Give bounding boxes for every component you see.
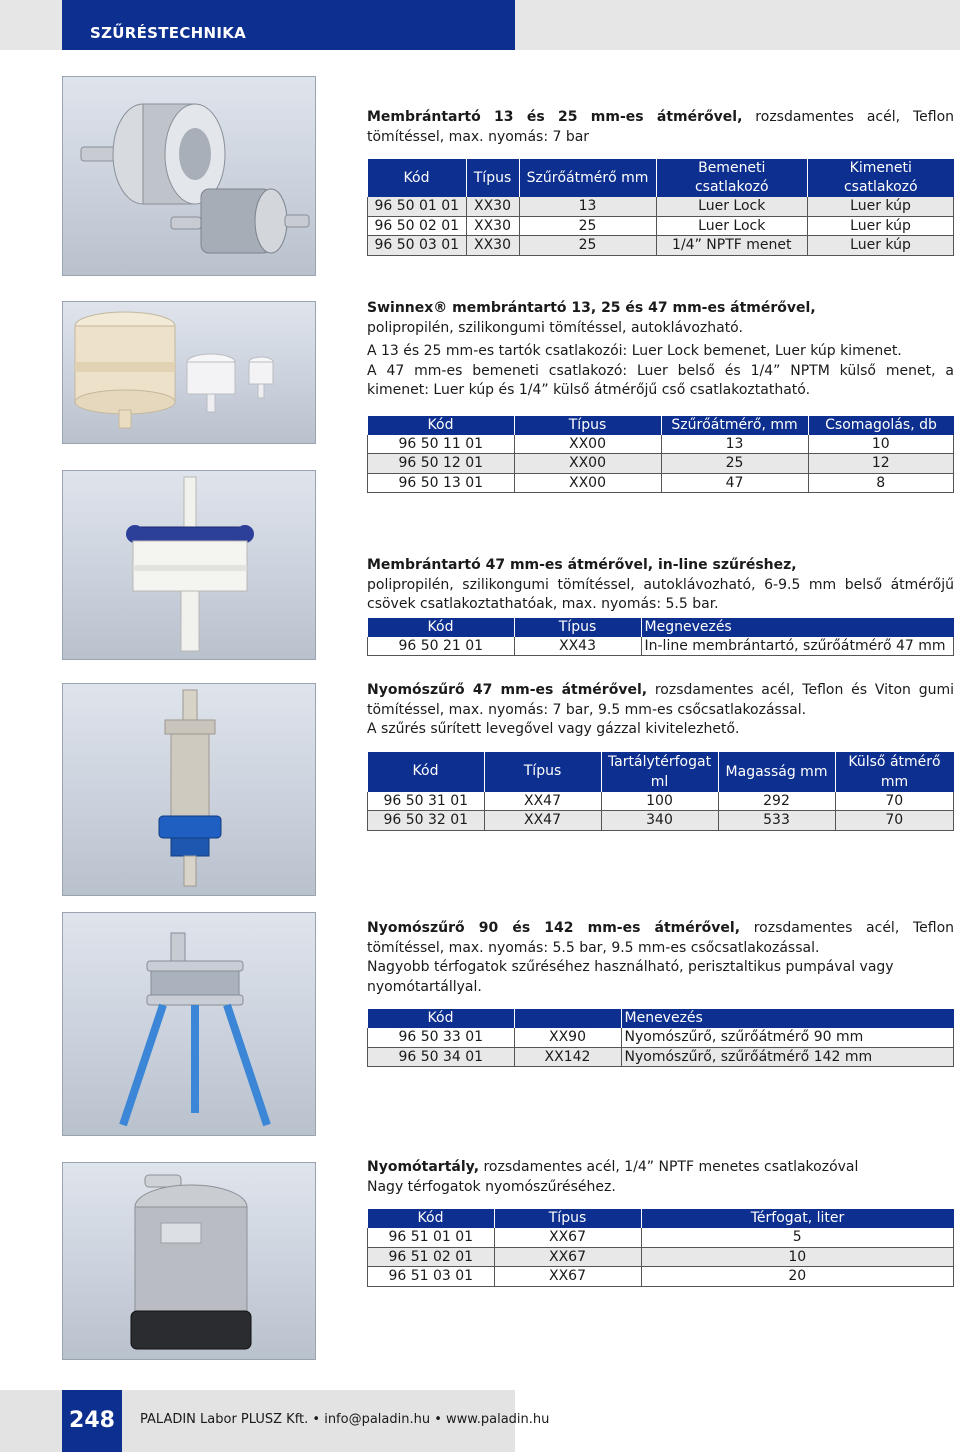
cell-diameter: 13 bbox=[661, 435, 808, 454]
section-text: A szűrés sűrített levegővel vagy gázzal kivitelezhető. bbox=[367, 721, 740, 737]
section-text: rozsdamentes acél, Teflon és Viton gumi tömítéssel, max. nyomás: 7 bar, 9.5 mm-es csőcsatlakozással. bbox=[367, 682, 954, 718]
cell-type: XX47 bbox=[484, 811, 601, 831]
cell-outlet: Luer kúp bbox=[808, 216, 954, 236]
cell-code: 96 50 02 01 bbox=[368, 216, 467, 236]
section-pressure-filter-90-142 bbox=[367, 919, 954, 1067]
cell-code: 96 50 12 01 bbox=[368, 454, 515, 474]
section-text: A 13 és 25 mm-es tartók csatlakozói: Luer Lock bemenet, Luer kúp kimenet. bbox=[367, 343, 902, 359]
section-description bbox=[367, 919, 954, 958]
cell-diameter: 47 bbox=[661, 473, 808, 493]
cell-inlet: Luer Lock bbox=[656, 197, 808, 216]
photo-pressure-filter-tripod bbox=[62, 912, 316, 1136]
col-header: Kód bbox=[368, 752, 485, 792]
col-header: Kód bbox=[368, 1209, 495, 1228]
cell-code: 96 50 01 01 bbox=[368, 197, 467, 216]
col-header: Típus bbox=[484, 752, 601, 792]
col-header: Magasság mm bbox=[718, 752, 835, 792]
section-text: rozsdamentes acél, Teflon tömítéssel, max. nyomás: 5.5 bar, 9.5 mm-es csőcsatlakozással. bbox=[367, 920, 955, 956]
cell-type: XX00 bbox=[514, 435, 661, 454]
table-row bbox=[368, 197, 954, 216]
section-pressure-vessel bbox=[367, 1158, 954, 1287]
cell-name: Nyomószűrő, szűrőátmérő 90 mm bbox=[621, 1028, 954, 1047]
col-header: Szűrőátmérő mm bbox=[519, 159, 656, 197]
photo-pressure-vessel bbox=[62, 1162, 316, 1360]
cell-code: 96 50 03 01 bbox=[368, 236, 467, 256]
col-header: Térfogat, liter bbox=[641, 1209, 954, 1228]
cell-code: 96 50 11 01 bbox=[368, 435, 515, 454]
cell-type: XX67 bbox=[494, 1228, 641, 1247]
cell-volume: 100 bbox=[601, 792, 718, 811]
table-row bbox=[368, 216, 954, 236]
table-row bbox=[368, 1047, 954, 1067]
cell-code: 96 50 33 01 bbox=[368, 1028, 515, 1047]
product-table bbox=[367, 416, 954, 494]
section-text: polipropilén, szilikongumi tömítéssel, autoklávozható. bbox=[367, 319, 743, 336]
cell-pack: 8 bbox=[808, 473, 954, 493]
cell-type: XX47 bbox=[484, 792, 601, 811]
cell-pack: 12 bbox=[808, 454, 954, 474]
product-table bbox=[367, 618, 954, 657]
table-row bbox=[368, 811, 954, 831]
section-text: Nagyobb térfogatok szűréséhez használható, perisztaltikus pumpával vagy nyomótartállyal. bbox=[367, 959, 894, 995]
col-header: Kód bbox=[368, 416, 515, 435]
table-row bbox=[368, 454, 954, 474]
cell-diameter: 13 bbox=[519, 197, 656, 216]
section-inline-membrane-holder bbox=[367, 556, 954, 656]
footer-contact: PALADIN Labor PLUSZ Kft. • info@paladin.hu • www.paladin.hu bbox=[140, 1412, 550, 1427]
col-header: Megnevezés bbox=[641, 618, 954, 637]
section-description bbox=[367, 681, 954, 720]
table-row bbox=[368, 1228, 954, 1247]
cell-type: XX30 bbox=[466, 236, 519, 256]
cell-outlet: Luer kúp bbox=[808, 236, 954, 256]
cell-type: XX30 bbox=[466, 197, 519, 216]
col-header: Típus bbox=[514, 618, 641, 637]
photo-pressure-filter-47 bbox=[62, 683, 316, 896]
product-table bbox=[367, 1009, 954, 1067]
product-table bbox=[367, 752, 954, 831]
section-title: Nyomószűrő 47 mm-es átmérővel, bbox=[367, 682, 648, 698]
cell-height: 533 bbox=[718, 811, 835, 831]
section-pressure-filter-47 bbox=[367, 681, 954, 831]
col-header: Típus bbox=[466, 159, 519, 197]
col-header: Típus bbox=[514, 416, 661, 435]
cell-code: 96 50 13 01 bbox=[368, 473, 515, 493]
cell-name: In-line membrántartó, szűrőátmérő 47 mm bbox=[641, 637, 954, 656]
product-table bbox=[367, 159, 954, 256]
cell-type: XX67 bbox=[494, 1267, 641, 1287]
cell-diameter: 25 bbox=[519, 236, 656, 256]
table-row bbox=[368, 236, 954, 256]
cell-code: 96 51 03 01 bbox=[368, 1267, 495, 1287]
col-header: Menevezés bbox=[621, 1009, 954, 1028]
cell-type: XX67 bbox=[494, 1247, 641, 1267]
section-text: rozsdamentes acél, Teflon tömítéssel, max. nyomás: 7 bar bbox=[367, 109, 955, 145]
cell-type: XX43 bbox=[514, 637, 641, 656]
cell-inlet: Luer Lock bbox=[656, 216, 808, 236]
cell-pack: 10 bbox=[808, 435, 954, 454]
table-row bbox=[368, 1028, 954, 1047]
col-header: Kimeneti csatlakozó bbox=[808, 159, 954, 197]
table-row bbox=[368, 435, 954, 454]
section-swinnex-holder bbox=[367, 299, 954, 493]
cell-type: XX30 bbox=[466, 216, 519, 236]
cell-diameter: 25 bbox=[519, 216, 656, 236]
cell-code: 96 51 01 01 bbox=[368, 1228, 495, 1247]
col-header: Kód bbox=[368, 159, 467, 197]
cell-height: 292 bbox=[718, 792, 835, 811]
cell-type: XX00 bbox=[514, 454, 661, 474]
cell-code: 96 51 02 01 bbox=[368, 1247, 495, 1267]
table-row bbox=[368, 473, 954, 493]
cell-volume: 10 bbox=[641, 1247, 954, 1267]
section-text: Nagy térfogatok nyomószűréséhez. bbox=[367, 1178, 616, 1195]
cell-type: XX90 bbox=[514, 1028, 621, 1047]
table-row bbox=[368, 1267, 954, 1287]
product-table bbox=[367, 1209, 954, 1287]
cell-outer-diameter: 70 bbox=[835, 792, 954, 811]
cell-type: XX00 bbox=[514, 473, 661, 493]
section-title: Nyomószűrő 90 és 142 mm-es átmérővel, bbox=[367, 920, 741, 936]
section-description bbox=[367, 108, 954, 147]
col-header: Típus bbox=[494, 1209, 641, 1228]
cell-outlet: Luer kúp bbox=[808, 197, 954, 216]
col-header: Bemeneti csatlakozó bbox=[656, 159, 808, 197]
cell-volume: 5 bbox=[641, 1228, 954, 1247]
cell-diameter: 25 bbox=[661, 454, 808, 474]
cell-inlet: 1/4” NPTF menet bbox=[656, 236, 808, 256]
cell-outer-diameter: 70 bbox=[835, 811, 954, 831]
cell-volume: 20 bbox=[641, 1267, 954, 1287]
cell-name: Nyomószűrő, szűrőátmérő 142 mm bbox=[621, 1047, 954, 1067]
page-category-title: SZŰRÉSTECHNIKA bbox=[90, 24, 247, 42]
cell-code: 96 50 34 01 bbox=[368, 1047, 515, 1067]
section-title: Nyomótartály, bbox=[367, 1159, 480, 1175]
section-description bbox=[367, 1158, 954, 1178]
page-number: 248 bbox=[62, 1390, 122, 1452]
cell-type: XX142 bbox=[514, 1047, 621, 1067]
section-text: polipropilén, szilikongumi tömítéssel, autoklávozható, 6-9.5 mm belső átmérőjű csövek csatlakoztathatóak, max. nyomás: 5.5 bar. bbox=[367, 576, 954, 612]
section-title: Membrántartó 47 mm-es átmérővel, in-line szűréshez, bbox=[367, 557, 797, 573]
col-header: Szűrőátmérő, mm bbox=[661, 416, 808, 435]
photo-stainless-membrane-holders bbox=[62, 76, 316, 276]
photo-swinnex-holders bbox=[62, 301, 316, 444]
col-header: Kód bbox=[368, 1009, 515, 1028]
section-title: Swinnex® membrántartó 13, 25 és 47 mm-es átmérővel, bbox=[367, 300, 816, 316]
table-row bbox=[368, 1247, 954, 1267]
cell-volume: 340 bbox=[601, 811, 718, 831]
section-text: rozsdamentes acél, 1/4” NPTF menetes csatlakozóval bbox=[479, 1159, 859, 1175]
col-header bbox=[514, 1009, 621, 1028]
section-text: A 47 mm-es bemeneti csatlakozó: Luer belső és 1/4” NPTM külső menet, a kimenet: Luer kúp és 1/4” külső átmérőjű cső csatlakoztatható. bbox=[367, 362, 954, 398]
table-row bbox=[368, 792, 954, 811]
cell-code: 96 50 21 01 bbox=[368, 637, 515, 656]
table-row bbox=[368, 637, 954, 656]
col-header: Csomagolás, db bbox=[808, 416, 954, 435]
col-header: Külső átmérő mm bbox=[835, 752, 954, 792]
section-title: Membrántartó 13 és 25 mm-es átmérővel, bbox=[367, 109, 743, 125]
col-header: Tartálytérfogat ml bbox=[601, 752, 718, 792]
col-header: Kód bbox=[368, 618, 515, 637]
photo-inline-membrane-holder bbox=[62, 470, 316, 660]
cell-code: 96 50 32 01 bbox=[368, 811, 485, 831]
section-membrane-holder-13-25 bbox=[367, 108, 954, 256]
cell-code: 96 50 31 01 bbox=[368, 792, 485, 811]
